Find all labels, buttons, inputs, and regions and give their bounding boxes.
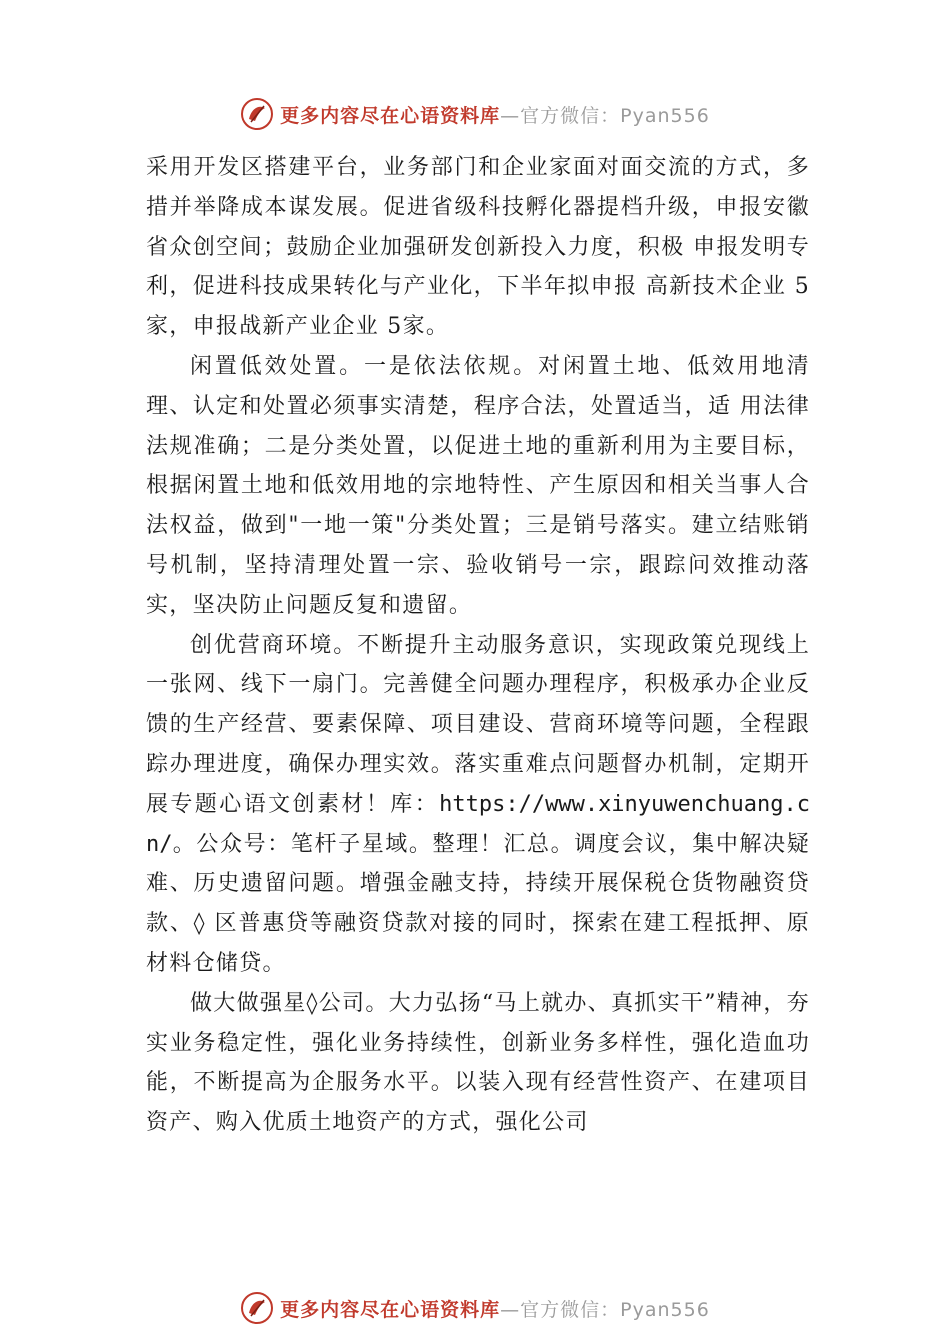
document-body	[146, 148, 810, 1143]
header-brand: 更多内容尽在心语资料库	[280, 104, 501, 127]
paragraph-3-text-b: 。公众号：笔杆子星域。整理！汇总。调度会议，集中解决疑难、历史遗留问题。增强金融支持，持续开展保税仓货物融资贷款、◊ 区普惠贷等融资贷款对接的同时，探索在建工程抵押、原材料仓储贷。	[146, 831, 810, 976]
paragraph-company: 做大做强星◊公司。大力弘扬“马上就办、真抓实干”精神，夯实业务稳定性，强化业务持续性，创新业务多样性，强化造血功能，不断提高为企服务水平。以装入现有经营性资产、在建项目资产、购入优质土地资产的方式，强化公司	[146, 990, 810, 1136]
paragraph-idle-land: 闲置低效处置。一是依法依规。对闲置土地、低效用地清理、认定和处置必须事实清楚，程序合法，处置适当，适 用法律法规准确；二是分类处置，以促进土地的重新利用为主要目标，根据闲置土地和低效用地的宗地特性、产生原因和相关当事人合法权益，做到"一地一策"分类处置；三是销号落实。建立结账销号机制，坚持清理处置一宗、验收销号一宗，跟踪问效推动落实，坚决防止问题反复和遗留。	[146, 353, 810, 618]
header-contact: —官方微信：Pyan556	[500, 104, 710, 127]
logo-icon	[240, 97, 274, 131]
paragraph-business-environment	[146, 626, 810, 984]
paragraph-1: 采用开发区搭建平台，业务部门和企业家面对面交流的方式，多措并举降成本谋发展。促进省级科技孵化器提档升级，申报安徽省众创空间；鼓励企业加强研发创新投入力度，积极 申报发明专利，促进科技成果转化与产业化，下半年拟申报 高新技术企业 5家，申报战新产业企业 5家。	[146, 155, 810, 340]
header-watermark	[0, 94, 950, 134]
website-link: https://www.xinyuwenchuang.cn/	[146, 791, 810, 857]
paragraph-3-text-a: 创优营商环境。不断提升主动服务意识，实现政策兑现线上一张网、线下一扇门。完善健全问题办理程序，积极承办企业反馈的生产经营、要素保障、项目建设、营商环境等问题，全程跟踪办理进度，确保办理实效。落实重难点问题督办机制，定期开展专题心语文创素材！库：	[146, 632, 810, 817]
footer-watermark	[0, 1288, 950, 1328]
footer-brand: 更多内容尽在心语资料库	[280, 1298, 501, 1321]
logo-icon	[240, 1291, 274, 1325]
footer-contact: —官方微信：Pyan556	[500, 1298, 710, 1321]
